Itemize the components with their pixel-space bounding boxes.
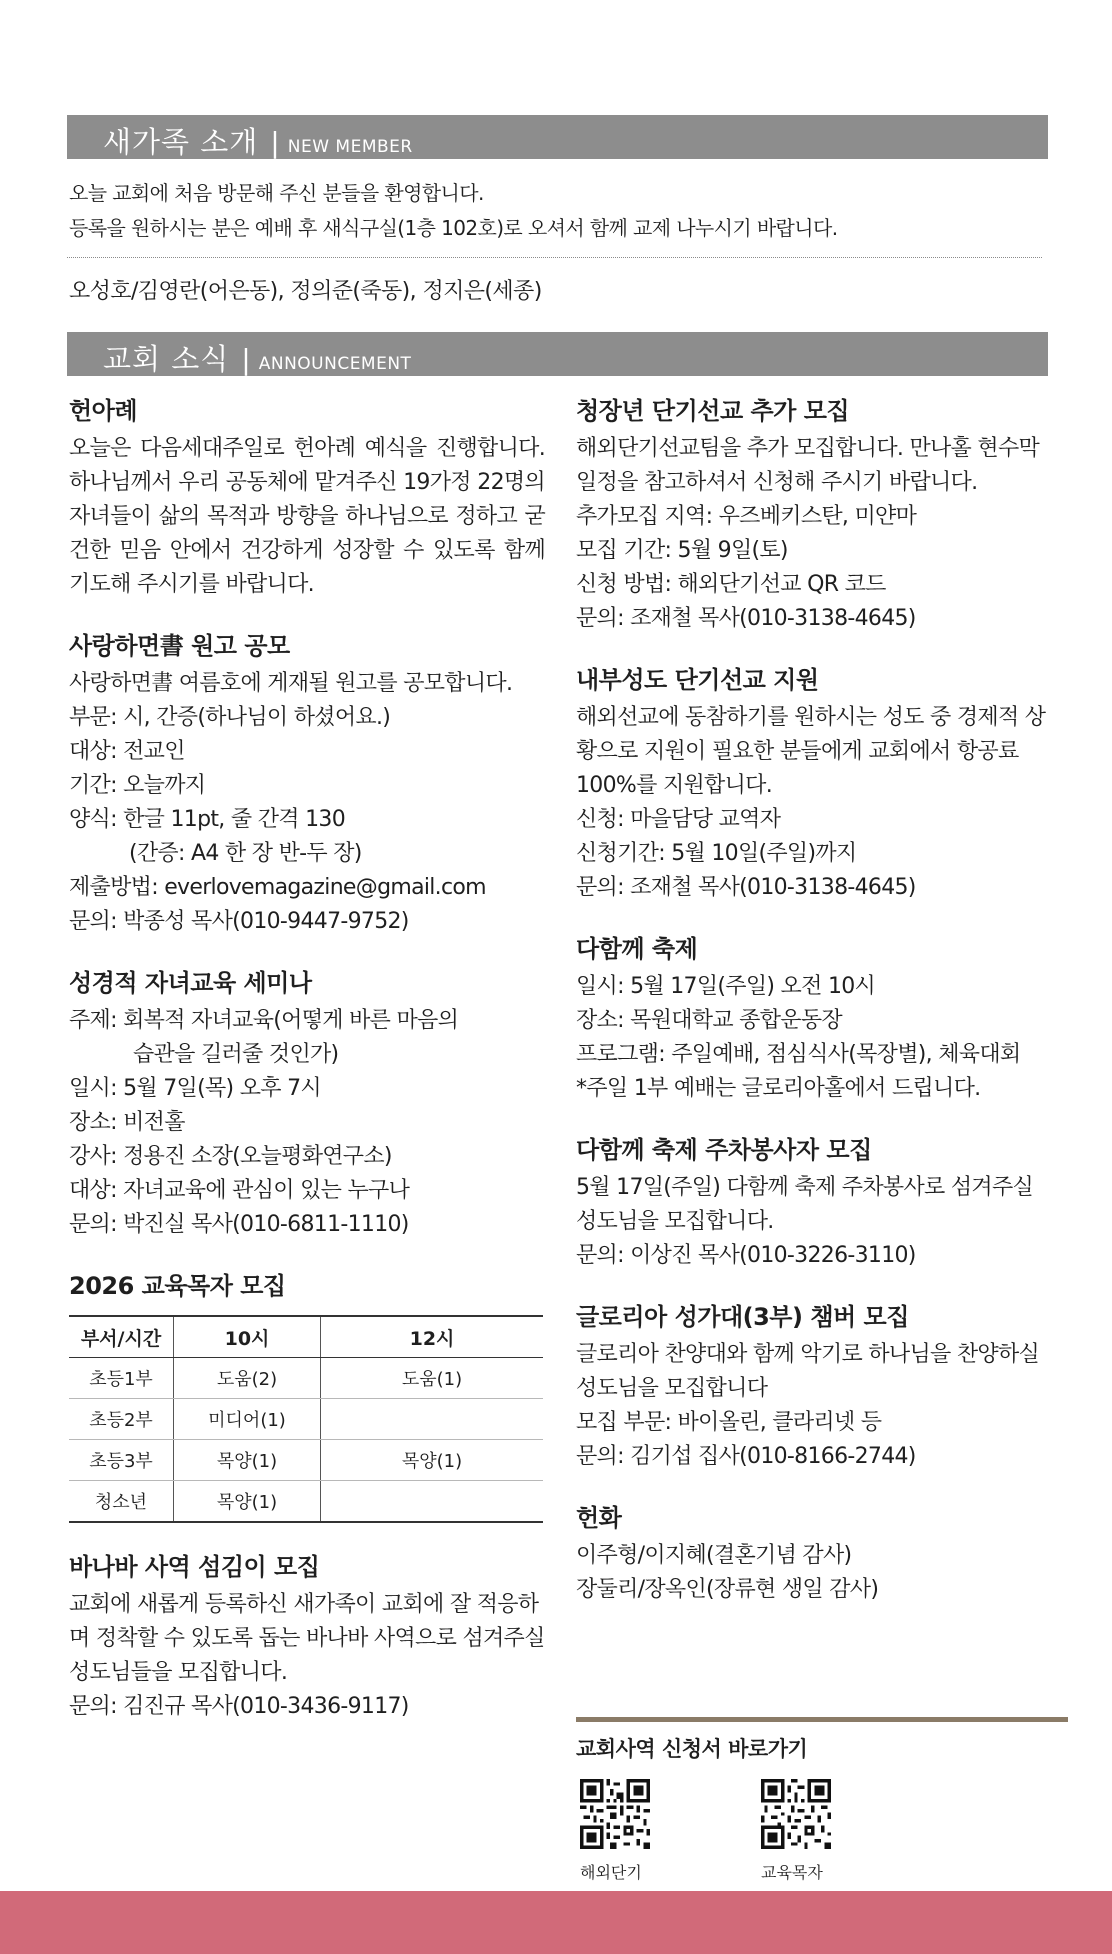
table-cell — [321, 1481, 544, 1523]
section-parenting-seminar — [69, 963, 545, 1242]
section-title: 다함께 축제 주차봉사자 모집 — [576, 1136, 872, 1164]
right-column — [576, 391, 1052, 1631]
education-table — [69, 1315, 543, 1523]
header-separator: | — [270, 126, 280, 159]
new-member-intro — [69, 176, 1029, 246]
detail-line: *주일 1부 예배는 글로리아홀에서 드립니다. — [576, 1076, 981, 1101]
detail-line: 대상: 전교인 — [69, 739, 185, 764]
detail-line: 양식: 한글 11pt, 줄 간격 130 — [69, 807, 346, 832]
section-intro: 5월 17일(주일) 다함께 축제 주차봉사로 섬겨주실 성도님을 모집합니다. — [576, 1175, 1034, 1234]
table-cell: 초등1부 — [69, 1358, 174, 1399]
new-member-names: 오성호/김영란(어은동), 정의준(죽동), 정지은(세종) — [69, 279, 542, 304]
table-cell: 목양(1) — [321, 1440, 544, 1481]
section-body — [576, 1338, 1052, 1474]
header-separator: | — [241, 343, 251, 376]
table-row — [69, 1440, 543, 1481]
detail-line: 문의: 이상진 목사(010-3226-3110) — [576, 1243, 916, 1268]
table-header: 12시 — [321, 1316, 544, 1358]
section-infant-dedication — [69, 391, 545, 602]
section-body — [69, 667, 545, 939]
detail-line: 일시: 5월 7일(목) 오후 7시 — [69, 1076, 321, 1101]
section-body: 오늘은 다음세대주일로 헌아례 예식을 진행합니다. 하나님께서 우리 공동체에 맡겨주신 19가정 22명의 자녀들이 삶의 목적과 방향을 하나님으로 정하고 굳건한 믿음 안에서 건강하게 성장할 수 있도록 함께 기도해 주시기를 바랍니다. — [69, 436, 546, 597]
section-title: 다함께 축제 — [576, 935, 698, 963]
section-magazine-contest — [69, 626, 545, 939]
section-intro: 글로리아 찬양대와 함께 악기로 하나님을 찬양하실 성도님을 모집합니다 — [576, 1342, 1040, 1401]
section-intro: 교회에 새롭게 등록하신 새가족이 교회에 잘 적응하며 정착할 수 있도록 돕는 바나바 사역으로 섬겨주실 성도님들을 모집합니다. — [69, 1592, 545, 1685]
table-row — [69, 1481, 543, 1523]
section-title: 글로리아 성가대(3부) 챔버 모집 — [576, 1303, 909, 1331]
table-cell: 미디어(1) — [174, 1399, 321, 1440]
new-member-header — [67, 115, 1048, 159]
new-member-subtitle: NEW MEMBER — [287, 137, 413, 157]
section-parking-volunteer — [576, 1130, 1052, 1273]
table-cell: 도움(2) — [174, 1358, 321, 1399]
section-intro: 해외선교에 동참하기를 원하시는 성도 중 경제적 상황으로 지원이 필요한 분들에게 교회에서 항공료 100%를 지원합니다. — [576, 705, 1046, 798]
announcement-title: 교회 소식 — [103, 342, 230, 376]
section-barnabas — [69, 1547, 545, 1724]
detail-line: 신청 방법: 해외단기선교 QR 코드 — [576, 572, 886, 597]
table-cell — [321, 1399, 544, 1440]
detail-line: 신청기간: 5월 10일(주일)까지 — [576, 841, 857, 866]
detail-line: 장둘리/장옥인(장류현 생일 감사) — [576, 1577, 879, 1602]
table-cell: 초등2부 — [69, 1399, 174, 1440]
section-festival — [576, 929, 1052, 1106]
qr-divider — [576, 1717, 1068, 1722]
detail-line: 문의: 박종성 목사(010-9447-9752) — [69, 909, 409, 934]
table-cell: 도움(1) — [321, 1358, 544, 1399]
detail-line: 대상: 자녀교육에 관심이 있는 누구나 — [69, 1178, 410, 1203]
detail-line: 일시: 5월 17일(주일) 오전 10시 — [576, 974, 876, 999]
section-body — [69, 1004, 545, 1242]
section-intro: 해외단기선교팀을 추가 모집합니다. 만나홀 현수막 일정을 참고하셔서 신청해 주시기 바랍니다. — [576, 436, 1040, 495]
table-cell: 초등3부 — [69, 1440, 174, 1481]
detail-line: 장소: 목원대학교 종합운동장 — [576, 1008, 842, 1033]
table-row — [69, 1399, 543, 1440]
detail-line: 모집 기간: 5월 9일(토) — [576, 538, 788, 563]
intro-line-1: 오늘 교회에 처음 방문해 주신 분들을 환영합니다. — [69, 181, 484, 205]
detail-line: (간증: A4 한 장 반-두 장) — [129, 841, 362, 866]
detail-line: 문의: 조재철 목사(010-3138-4645) — [576, 875, 916, 900]
section-title: 헌아례 — [69, 397, 138, 425]
section-body — [576, 1171, 1052, 1273]
detail-line: 습관을 길러줄 것인가) — [133, 1042, 339, 1067]
section-intro: 사랑하면書 여름호에 게재될 원고를 공모합니다. — [69, 671, 513, 696]
detail-line: 문의: 조재철 목사(010-3138-4645) — [576, 606, 916, 631]
section-mission-support — [576, 660, 1052, 905]
detail-line: 제출방법: everlovemagazine@gmail.com — [69, 875, 486, 900]
qr-code-education-icon[interactable] — [761, 1779, 831, 1849]
detail-line: 프로그램: 주일예배, 점심식사(목장별), 체육대회 — [576, 1042, 1021, 1067]
detail-line: 부문: 시, 간증(하나님이 하셨어요.) — [69, 705, 391, 730]
section-short-term-mission — [576, 391, 1052, 636]
detail-line: 추가모집 지역: 우즈베키스탄, 미얀마 — [576, 504, 917, 529]
section-title: 청장년 단기선교 추가 모집 — [576, 397, 850, 425]
detail-line: 신청: 마을담당 교역자 — [576, 807, 781, 832]
section-title: 사랑하면書 원고 공모 — [69, 632, 290, 660]
dotted-divider — [67, 257, 1042, 258]
announcement-header — [67, 332, 1048, 376]
qr-label-education: 교육목자 — [761, 1863, 823, 1882]
table-cell: 청소년 — [69, 1481, 174, 1523]
section-education-shepherd — [69, 1266, 545, 1523]
section-body — [69, 1588, 545, 1724]
section-body — [576, 432, 1052, 636]
table-header: 10시 — [174, 1316, 321, 1358]
table-cell: 목양(1) — [174, 1481, 321, 1523]
detail-line: 장소: 비전홀 — [69, 1110, 185, 1135]
detail-line: 문의: 김기섭 집사(010-8166-2744) — [576, 1444, 916, 1469]
detail-line: 기간: 오늘까지 — [69, 773, 206, 798]
table-header-row — [69, 1316, 543, 1358]
detail-line: 모집 부문: 바이올린, 클라리넷 등 — [576, 1410, 882, 1435]
detail-line: 이주형/이지혜(결혼기념 감사) — [576, 1543, 852, 1568]
section-body — [576, 970, 1052, 1106]
section-title: 바나바 사역 섬김이 모집 — [69, 1553, 320, 1581]
qr-label-mission: 해외단기 — [580, 1863, 642, 1882]
section-body — [576, 1539, 1052, 1607]
footer-bar — [0, 1891, 1112, 1954]
section-choir-chamber — [576, 1297, 1052, 1474]
table-header: 부서/시간 — [69, 1316, 174, 1358]
detail-line: 문의: 박진실 목사(010-6811-1110) — [69, 1212, 409, 1237]
section-title: 내부성도 단기선교 지원 — [576, 666, 819, 694]
section-flowers — [576, 1498, 1052, 1607]
table-cell: 목양(1) — [174, 1440, 321, 1481]
detail-line: 주제: 회복적 자녀교육(어떻게 바른 마음의 — [69, 1008, 459, 1033]
detail-line: 강사: 정용진 소장(오늘평화연구소) — [69, 1144, 392, 1169]
announcement-subtitle: ANNOUNCEMENT — [258, 354, 412, 374]
qr-section-title: 교회사역 신청서 바로가기 — [576, 1737, 808, 1761]
left-column — [69, 391, 545, 1748]
section-title: 성경적 자녀교육 세미나 — [69, 969, 312, 997]
new-member-title: 새가족 소개 — [103, 125, 259, 159]
section-body — [576, 701, 1052, 905]
section-title: 헌화 — [576, 1504, 622, 1532]
section-title: 2026 교육목자 모집 — [69, 1272, 286, 1300]
intro-line-2: 등록을 원하시는 분은 예배 후 새식구실(1층 102호)로 오셔서 함께 교제 나누시기 바랍니다. — [69, 216, 838, 240]
table-row — [69, 1358, 543, 1399]
qr-code-mission-icon[interactable] — [580, 1779, 650, 1849]
detail-line: 문의: 김진규 목사(010-3436-9117) — [69, 1694, 409, 1719]
